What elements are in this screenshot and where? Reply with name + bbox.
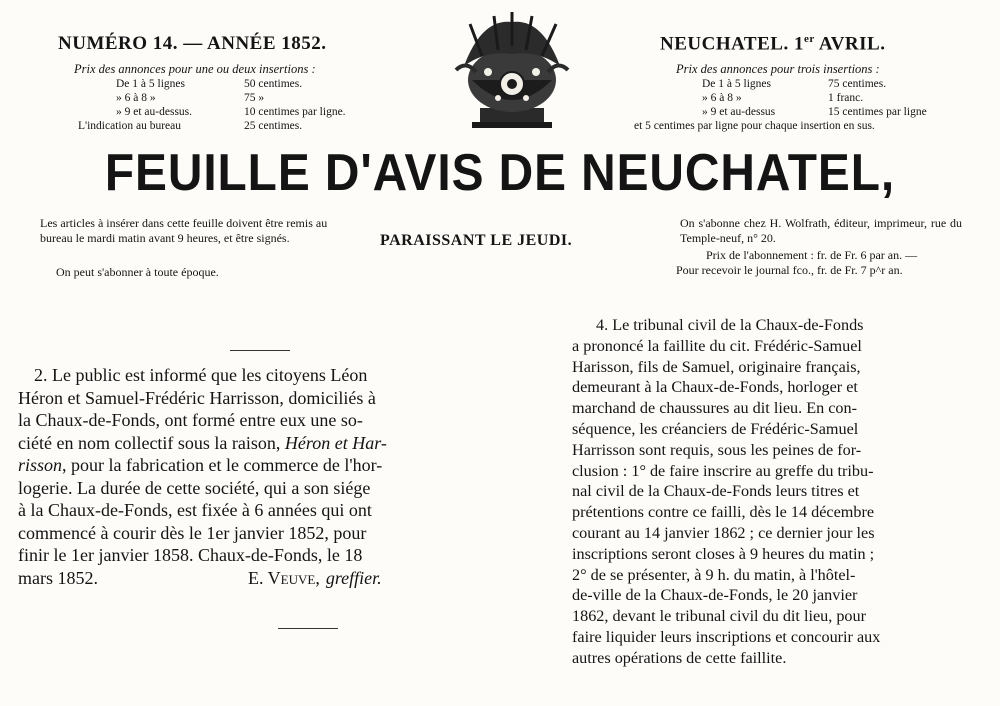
- article-line: prétentions contre ce failli, dès le 14 décembre: [572, 503, 875, 522]
- issue-number: NUMÉRO 14. — ANNÉE 1852.: [58, 33, 327, 54]
- price-row-value: 15 centimes par ligne: [828, 106, 927, 118]
- article-text: mars 1852.: [18, 567, 98, 588]
- price-row: [634, 91, 927, 105]
- article-line: Héron et Samuel-Frédéric Harrisson, domiciliés à: [18, 387, 376, 408]
- article-4: [572, 315, 970, 669]
- place-date-month: AVRIL.: [814, 33, 886, 55]
- bottom-divider: [278, 628, 338, 629]
- right-note-3: Pour recevoir le journal fco., fr. de Fr. 7 p^r an.: [676, 263, 903, 277]
- price-row: [74, 119, 346, 133]
- article-line: Harisson, fils de Samuel, originaire français,: [572, 357, 861, 376]
- article-line: de-ville de la Chaux-de-Fonds, le 20 janvier: [572, 586, 858, 605]
- price-row-value: 50 centimes.: [244, 78, 303, 90]
- article-line: finir le 1er janvier 1858. Chaux-de-Fonds, le 18: [18, 545, 363, 565]
- article-line: logerie. La durée de cette société, qui a son siége: [18, 477, 371, 498]
- top-divider: [230, 350, 290, 351]
- article-line: commencé à courir dès le 1er janvier 1852, pour: [18, 522, 367, 543]
- article-line: inscriptions seront closes à 9 heures du matin ;: [572, 544, 875, 563]
- article-line: autres opérations de cette faillite.: [572, 648, 787, 667]
- price-row: [74, 77, 346, 91]
- price-row-label: L'indication au bureau: [78, 120, 181, 132]
- article-line: la Chaux-de-Fonds, ont formé entre eux une so-: [18, 410, 363, 430]
- price-row: [74, 105, 346, 119]
- price-row-value: 25 centimes.: [244, 120, 303, 132]
- price-row: [634, 105, 927, 119]
- article-line: [18, 432, 518, 455]
- article-line: [18, 567, 518, 590]
- company-name: Héron et Har-: [284, 432, 387, 453]
- article-line: 1862, devant le tribunal civil du dit lieu, pour: [572, 607, 867, 626]
- company-name: risson: [18, 455, 63, 475]
- article-line: clusion : 1° de faire inscrire au greffe du tribu-: [572, 461, 874, 480]
- right-note-2: Prix de l'abonnement : fr. de Fr. 6 par an. —: [706, 248, 918, 262]
- price-row-value: 75 »: [244, 92, 265, 104]
- left-note: Les articles à insérer dans cette feuille doivent être remis au bureau le mardi matin avant 9 heures, et être signés.: [40, 216, 328, 245]
- signature: E. Veuve,: [248, 567, 320, 588]
- article-line: Harrisson sont requis, sous les peines de for-: [572, 440, 862, 459]
- article-2: [18, 364, 518, 589]
- left-price-block: [74, 62, 346, 133]
- price-row-label: De 1 à 5 lignes: [116, 78, 185, 90]
- place-date-text: NEUCHATEL. 1: [660, 33, 804, 55]
- subtitle: PARAISSANT LE JEUDI.: [380, 232, 573, 249]
- masthead-title: FEUILLE D'AVIS DE NEUCHATEL,: [104, 144, 896, 202]
- article-line: 2. Le public est informé que les citoyens Léon: [34, 365, 368, 385]
- article-line: séquence, les créanciers de Frédéric-Samuel: [572, 419, 859, 438]
- left-note-2: On peut s'abonner à toute époque.: [56, 265, 219, 279]
- article-line: marchand de chaussures au dit lieu. En con-: [572, 399, 857, 418]
- article-text: , pour la fabrication et le commerce de l'hor-: [62, 455, 383, 475]
- article-line: [18, 454, 518, 477]
- right-price-block: [634, 62, 927, 133]
- left-price-heading: Prix des annonces pour une ou deux insertions :: [74, 62, 316, 76]
- price-row-label: » 6 à 8 »: [702, 92, 742, 104]
- price-row-value: 10 centimes par ligne.: [244, 106, 346, 118]
- price-row: [74, 91, 346, 105]
- price-row-value: 1 franc.: [828, 92, 864, 104]
- price-row-label: » 6 à 8 »: [116, 92, 156, 104]
- article-text: ciété en nom collectif sous la raison,: [18, 432, 285, 453]
- price-row-label: » 9 et au-dessus: [702, 106, 776, 118]
- article-line: demeurant à la Chaux-de-Fonds, horloger et: [572, 378, 858, 397]
- article-line: 4. Le tribunal civil de la Chaux-de-Fonds: [596, 316, 864, 334]
- article-line: faire liquider leurs inscriptions et concourir aux: [572, 627, 881, 646]
- article-line: à la Chaux-de-Fonds, est fixée à 6 années qui ont: [18, 500, 372, 520]
- place-date-sup: er: [803, 33, 815, 45]
- place-date: [660, 33, 885, 55]
- right-price-heading: Prix des annonces pour trois insertions :: [676, 62, 880, 76]
- price-row-value: 75 centimes.: [828, 78, 887, 90]
- price-row-label: » 9 et au-dessus.: [116, 106, 193, 118]
- right-note: On s'abonne chez H. Wolfrath, éditeur, imprimeur, rue du Temple-neuf, n° 20.: [680, 216, 962, 245]
- article-line: 2° de se présenter, à 9 h. du matin, à l'hôtel-: [572, 565, 856, 584]
- price-row: [634, 77, 927, 91]
- article-line: courant au 14 janvier 1862 ; ce dernier jour les: [572, 523, 875, 542]
- article-line: nal civil de la Chaux-de-Fonds leurs titres et: [572, 482, 860, 501]
- price-row-footer: et 5 centimes par ligne pour chaque insertion en sus.: [634, 120, 875, 132]
- price-row-label: De 1 à 5 lignes: [702, 78, 771, 90]
- signature-role: greffier.: [325, 567, 382, 588]
- article-line: a prononcé la faillite du cit. Frédéric-Samuel: [572, 336, 862, 355]
- engraved-ornament-icon: [442, 10, 582, 134]
